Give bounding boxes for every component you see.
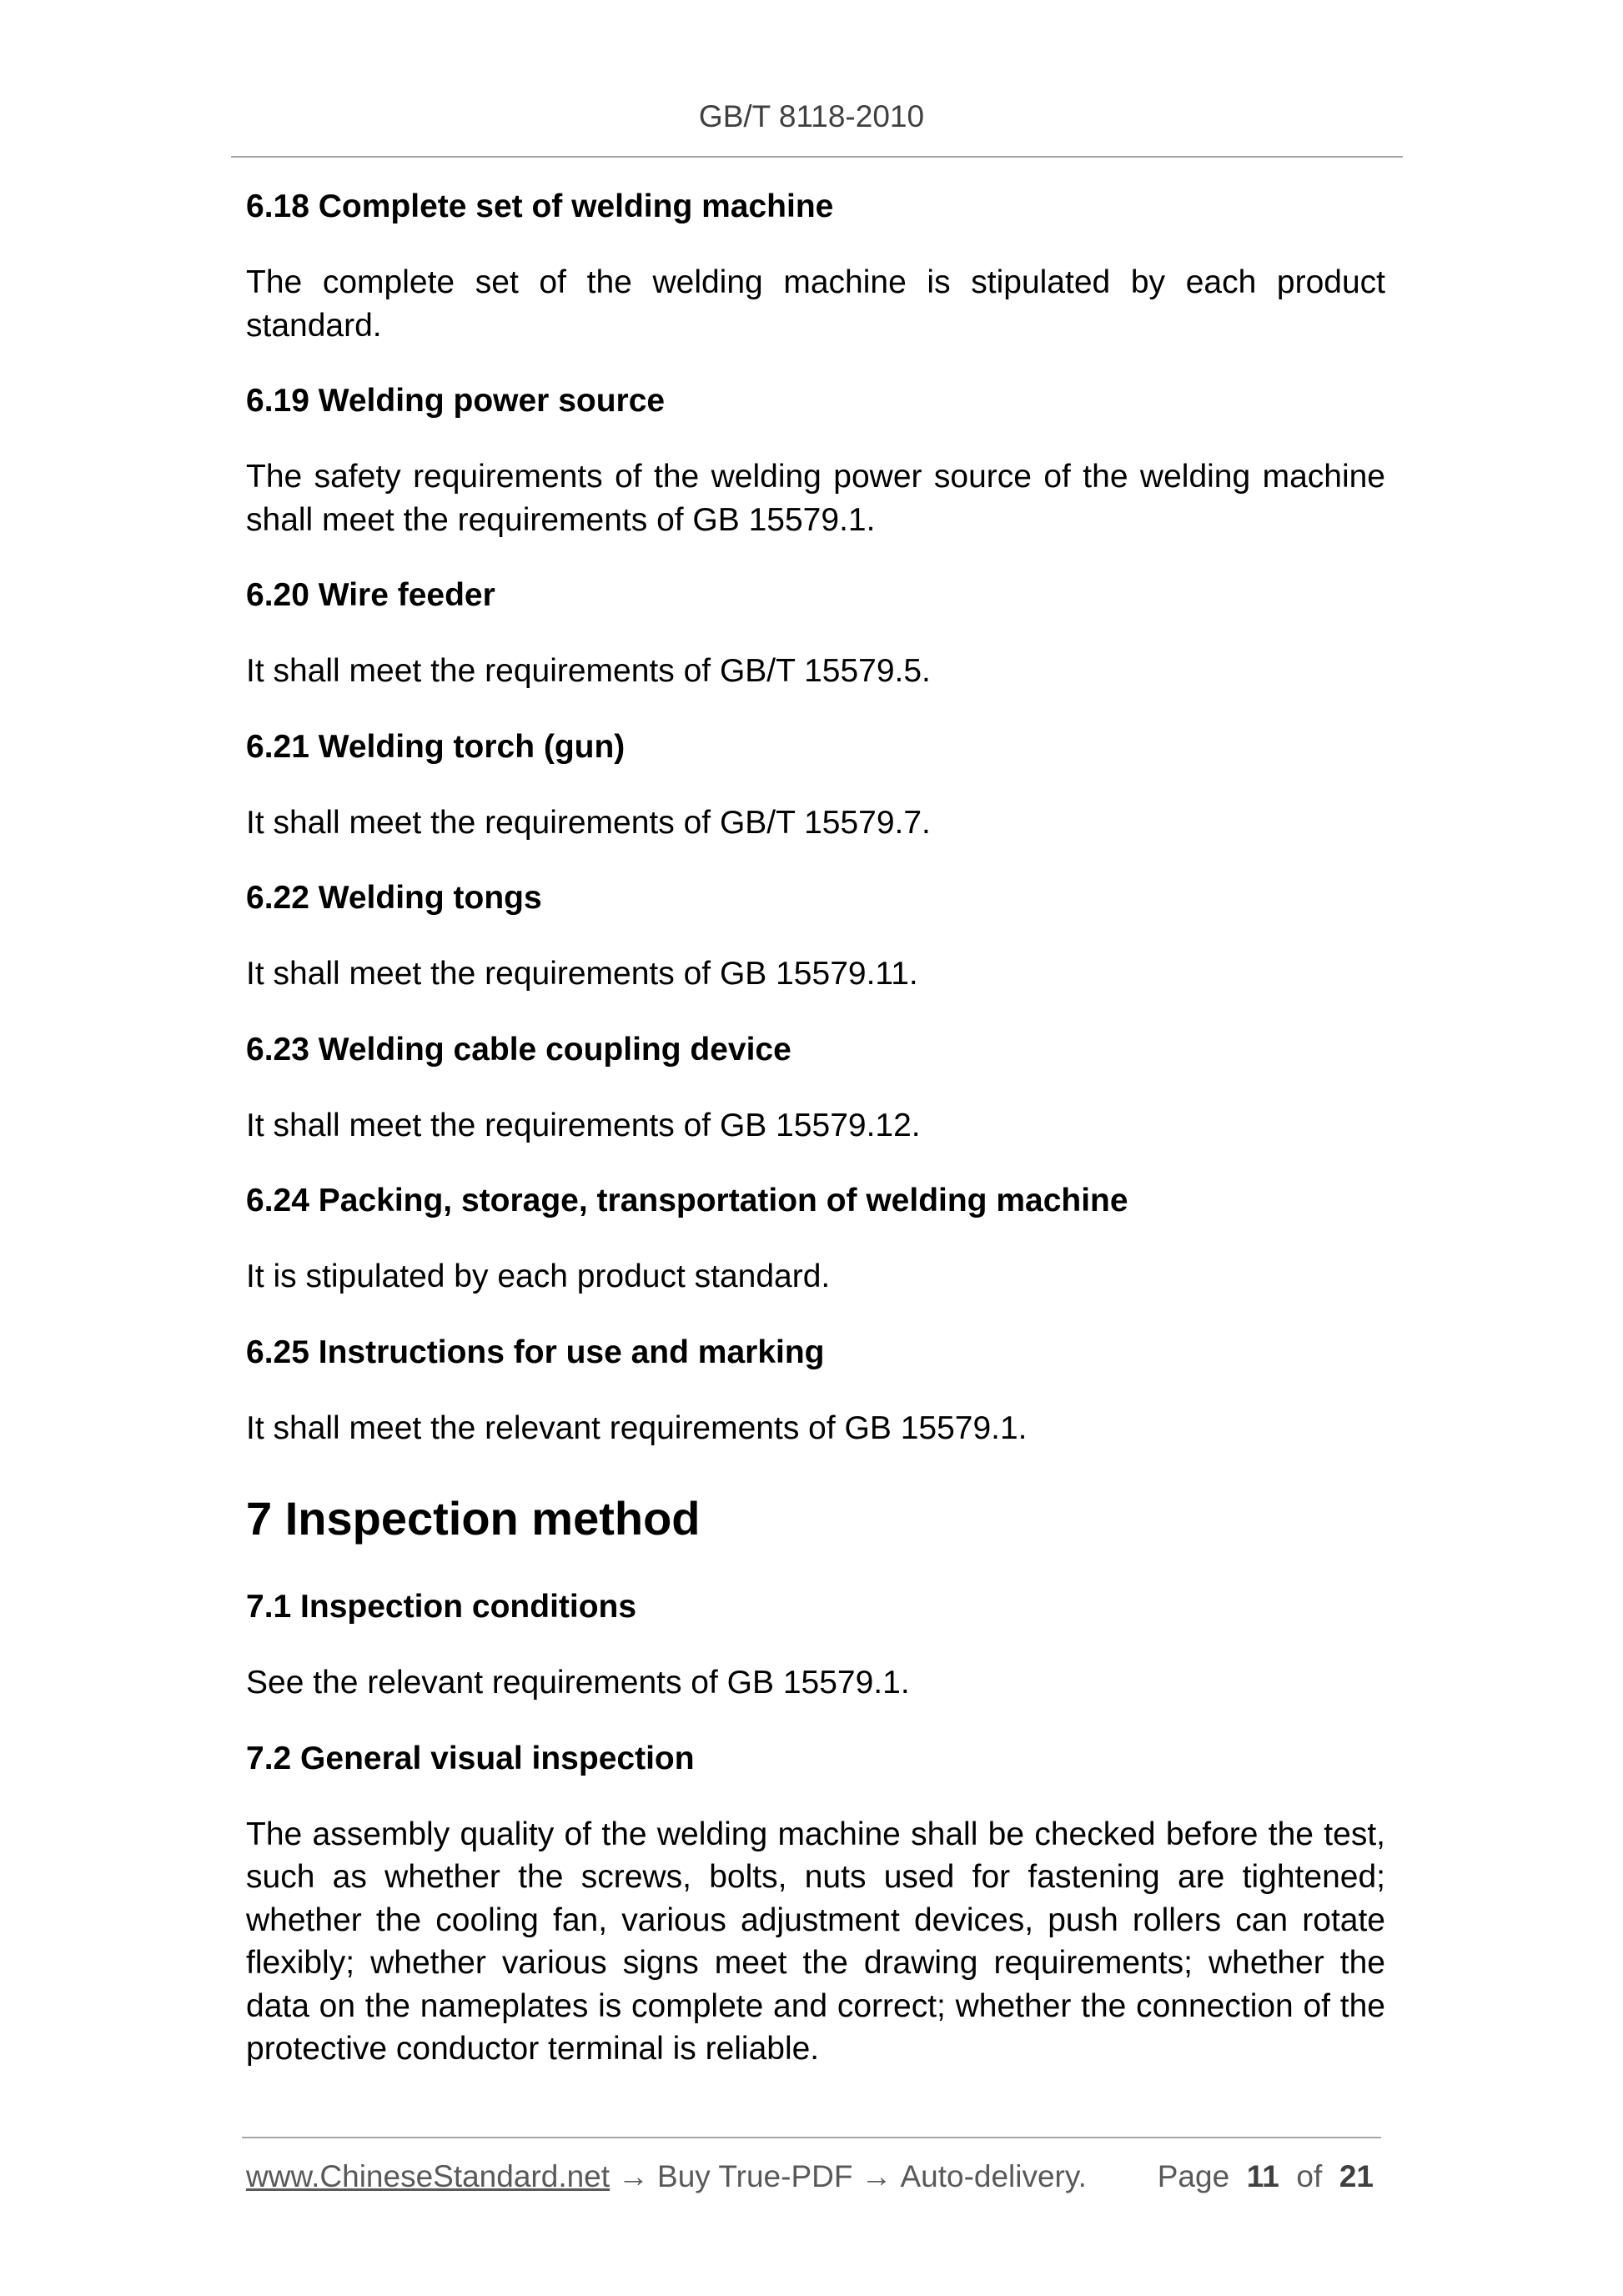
section-heading: 6.19 Welding power source <box>246 383 666 419</box>
section-6-18 <box>246 185 1385 347</box>
section-6-24 <box>246 1179 1385 1299</box>
section-heading: 6.20 Wire feeder <box>246 577 495 613</box>
arrow-right-icon: → <box>861 2159 892 2193</box>
footer-promo <box>246 2158 1087 2195</box>
section-body: It shall meet the requirements of GB/T 15579.5. <box>246 653 931 689</box>
page-label: Page <box>1157 2159 1230 2193</box>
section-body: It is stipulated by each product standard. <box>246 1259 831 1294</box>
section-6-21 <box>246 726 1385 845</box>
section-6-19 <box>246 379 1385 541</box>
document-body <box>246 185 1385 2103</box>
buy-text: Buy True-PDF <box>657 2159 853 2193</box>
section-heading: 7.2 General visual inspection <box>246 1740 695 1776</box>
section-heading: 6.22 Welding tongs <box>246 880 542 916</box>
arrow-right-icon: → <box>618 2159 650 2193</box>
section-body: See the relevant requirements of GB 15579.1. <box>246 1665 910 1701</box>
section-body: It shall meet the requirements of GB 15579.12. <box>246 1107 921 1143</box>
page-number: 11 <box>1246 2159 1279 2193</box>
section-heading: 7.1 Inspection conditions <box>246 1589 637 1625</box>
section-body: The assembly quality of the welding machine shall be checked before the test, such as whether the screws, bolts, nuts used for fastening are tightened; whether the cooling fan, various adjustment devices, push rollers can rotate flexibly; whether various signs meet the drawing requirements; whether the data on the nameplates is complete and correct; whether the connection of the protective conductor terminal is reliable. <box>246 1816 1385 2067</box>
chapter-title: 7 Inspection method <box>246 1492 701 1545</box>
footer-divider <box>242 2137 1381 2138</box>
page-header: GB/T 8118-2010 <box>698 99 925 133</box>
total-pages: 21 <box>1339 2159 1374 2193</box>
header-divider <box>231 156 1403 158</box>
of-label: of <box>1296 2159 1323 2193</box>
page-counter <box>1158 2158 1374 2195</box>
section-heading: 6.23 Welding cable coupling device <box>246 1031 791 1068</box>
section-body: It shall meet the requirements of GB/T 15579.7. <box>246 804 931 841</box>
section-7-2 <box>246 1737 1385 2071</box>
section-6-25 <box>246 1331 1385 1450</box>
section-body: It shall meet the requirements of GB 15579.11. <box>246 956 918 992</box>
section-body: The safety requirements of the welding power source of the welding machine shall meet the requirements of GB 15579.1. <box>246 459 1385 538</box>
section-6-23 <box>246 1028 1385 1148</box>
section-body: It shall meet the relevant requirements of GB 15579.1. <box>246 1409 1028 1446</box>
section-heading: 6.24 Packing, storage, transportation of welding machine <box>246 1183 1128 1218</box>
section-6-20 <box>246 574 1385 693</box>
section-heading: 6.21 Welding torch (gun) <box>246 728 626 765</box>
section-6-22 <box>246 877 1385 996</box>
section-7-1 <box>246 1585 1385 1705</box>
section-heading: 6.25 Instructions for use and marking <box>246 1334 825 1370</box>
delivery-text: Auto-delivery. <box>900 2159 1087 2193</box>
website-link[interactable]: www.ChineseStandard.net <box>246 2159 611 2193</box>
section-body: The complete set of the welding machine is stipulated by each product standard. <box>246 264 1385 344</box>
section-heading: 6.18 Complete set of welding machine <box>246 188 834 224</box>
